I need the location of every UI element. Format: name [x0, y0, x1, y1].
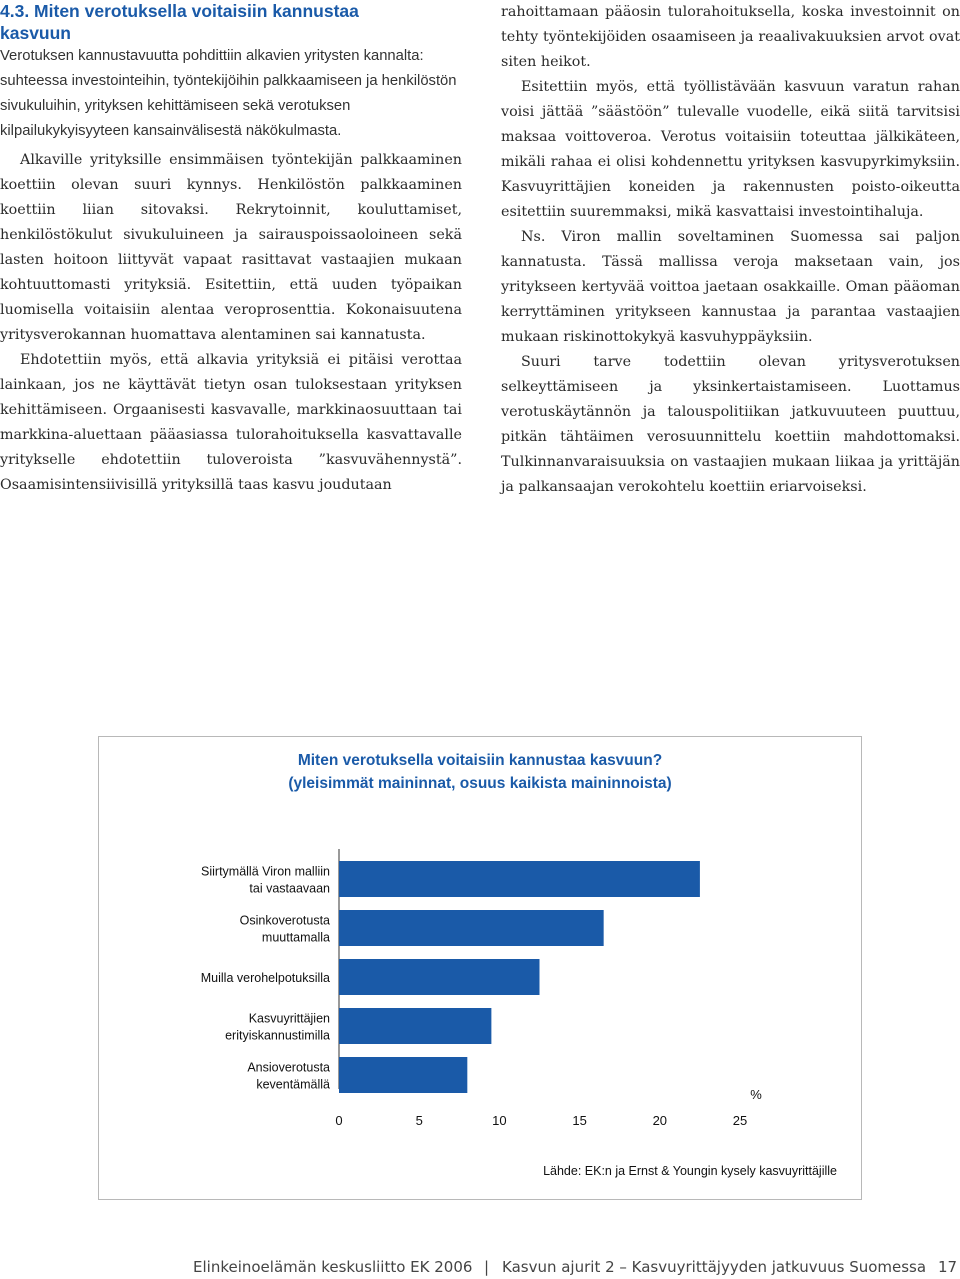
footer-publisher: Elinkeinoelämän keskusliitto EK 2006 — [193, 1258, 473, 1276]
category-label: muuttamalla — [261, 930, 330, 945]
paragraph: Ns. Viron mallin soveltaminen Suomessa sai paljon kannatusta. Tässä mallissa veroja maksetaan vain, jos yritykseen kertyvää voittoa jaetaan osakkaille. Oman pääoman kerryttäminen yritykseen kannustaa ja parantaa vastaajien mukaan riskinottokykyä kasvuhyppäyksiin. — [501, 229, 960, 345]
footer-separator: | — [484, 1258, 490, 1276]
x-tick-label: 20 — [652, 1113, 668, 1128]
x-tick-label: 25 — [732, 1113, 748, 1128]
paragraph: Ehdotettiin myös, että alkavia yrityksiä ei pitäisi verottaa lainkaan, jos ne käyttävät tietyn osan tuloksestaan yrityksen kehittämiseen. Orgaanisesti kasvavalle, markkinaosuuttaan tai markkina-aluettaan pääasiassa tulorahoituksella kasvattavalle yritykselle ehdotettiin tuloveroista ”kasvuvähennystä”. Osaamisintensiivisillä yrityksillä taas kasvu joudutaan — [0, 352, 462, 493]
category-label: Muilla verohelpotuksilla — [200, 971, 330, 985]
paragraph: Alkaville yrityksille ensimmäisen työntekijän palkkaaminen koettiin olevan suuri kynnys. Henkilöstön palkkaaminen koettiin liian sitovaksi. Rekrytoinnit, kouluttamiset, henkilöstökulut sivukuluineen ja sairauspoissaoloineen sekä lasten hoitoon liittyvät vapaat rasittavat vastaajien mukaan kohtuuttomasti yrityksiä. Esitettiin, että uuden työpaikan luomisella voitaisiin alentaa veroprosenttia. Kokonaisuutena yritysverokannan huomattava alentaminen sai kannatusta. — [0, 152, 462, 343]
bar — [339, 910, 604, 946]
x-tick-label: 0 — [335, 1113, 343, 1128]
section-title-line1: 4.3. Miten verotuksella voitaisiin kannustaa — [0, 1, 359, 21]
bar — [339, 959, 540, 995]
section-title — [0, 0, 462, 44]
footer-page-number: 17 — [938, 1258, 958, 1276]
category-label: keventämällä — [256, 1077, 330, 1092]
chart-box — [98, 736, 862, 1200]
chart-subtitle: (yleisimmät maininnat, osuus kaikista maininnoista) — [288, 775, 672, 792]
x-tick-label: 15 — [572, 1113, 587, 1128]
chart-title: Miten verotuksella voitaisiin kannustaa kasvuun? — [297, 752, 663, 769]
category-label: erityiskannustimilla — [225, 1028, 330, 1043]
footer-publication: Kasvun ajurit 2 – Kasvuyrittäjyyden jatkuvuus Suomessa — [502, 1258, 927, 1276]
x-tick-label: 5 — [415, 1113, 423, 1128]
category-label: Kasvuyrittäjien — [248, 1011, 330, 1026]
category-label: Ansioverotusta — [247, 1060, 330, 1075]
x-tick-label: 10 — [492, 1113, 507, 1128]
right-column — [501, 0, 960, 500]
category-label: tai vastaavaan — [249, 881, 330, 896]
bar — [339, 1057, 467, 1093]
left-column — [0, 0, 462, 498]
page-footer — [0, 1258, 960, 1278]
category-label: Osinkoverotusta — [239, 913, 330, 928]
bar — [339, 1008, 491, 1044]
bar-chart — [99, 737, 863, 1201]
paragraph: Esitettiin myös, että työllistävään kasvuun varatun rahan voisi jättää ”säästöön” tulevalle vuodelle, eikä siitä tarvitsisi maksaa voittoveroa. Verotus voitaisiin toteuttaa jälkikäteen, mikäli rahaa ei olisi kohdennettu yrityksen kasvupyrkimyksiin. Kasvuyrittäjien koneiden ja rakennusten poisto-oikeutta esitettiin suuremmaksi, mikä kasvattaisi investointihaluja. — [501, 79, 960, 220]
chart-source: Lähde: EK:n ja Ernst & Youngin kysely kasvuyrittäjille — [543, 1164, 837, 1178]
bar — [339, 861, 700, 897]
category-label: Siirtymällä Viron malliin — [201, 864, 330, 879]
x-axis-unit: % — [750, 1087, 762, 1102]
section-title-line2: kasvuun — [0, 23, 71, 43]
paragraph: Suuri tarve todettiin olevan yritysverotuksen selkeyttämiseen ja yksinkertaistamiseen. Luottamus verotuskäytännön ja talouspolitiikan jatkuvuuteen puuttuu, pitkän tähtäimen verosuunnittelu koettiin mahdottomaksi. Tulkinnanvaraisuuksia on vastaajien mukaan liikaa ja yrittäjän ja palkansaajan verokohtelu koettiin eriarvoiseksi. — [501, 354, 960, 495]
intro-paragraph: Verotuksen kannustavuutta pohdittiin alkavien yritysten kannalta: suhteessa investointeihin, työntekijöihin palkkaamiseen ja henkilöstön sivukuluihin, yrityksen kehittämiseen sekä verotuksen kilpailukykyisyyteen kansainvälisestä näkökulmasta. — [0, 48, 457, 139]
paragraph: rahoittamaan pääosin tulorahoituksella, koska investoinnit on tehty työntekijöiden osaamiseen ja reaalivakuuksien arvot ovat siten heikot. — [501, 4, 960, 70]
